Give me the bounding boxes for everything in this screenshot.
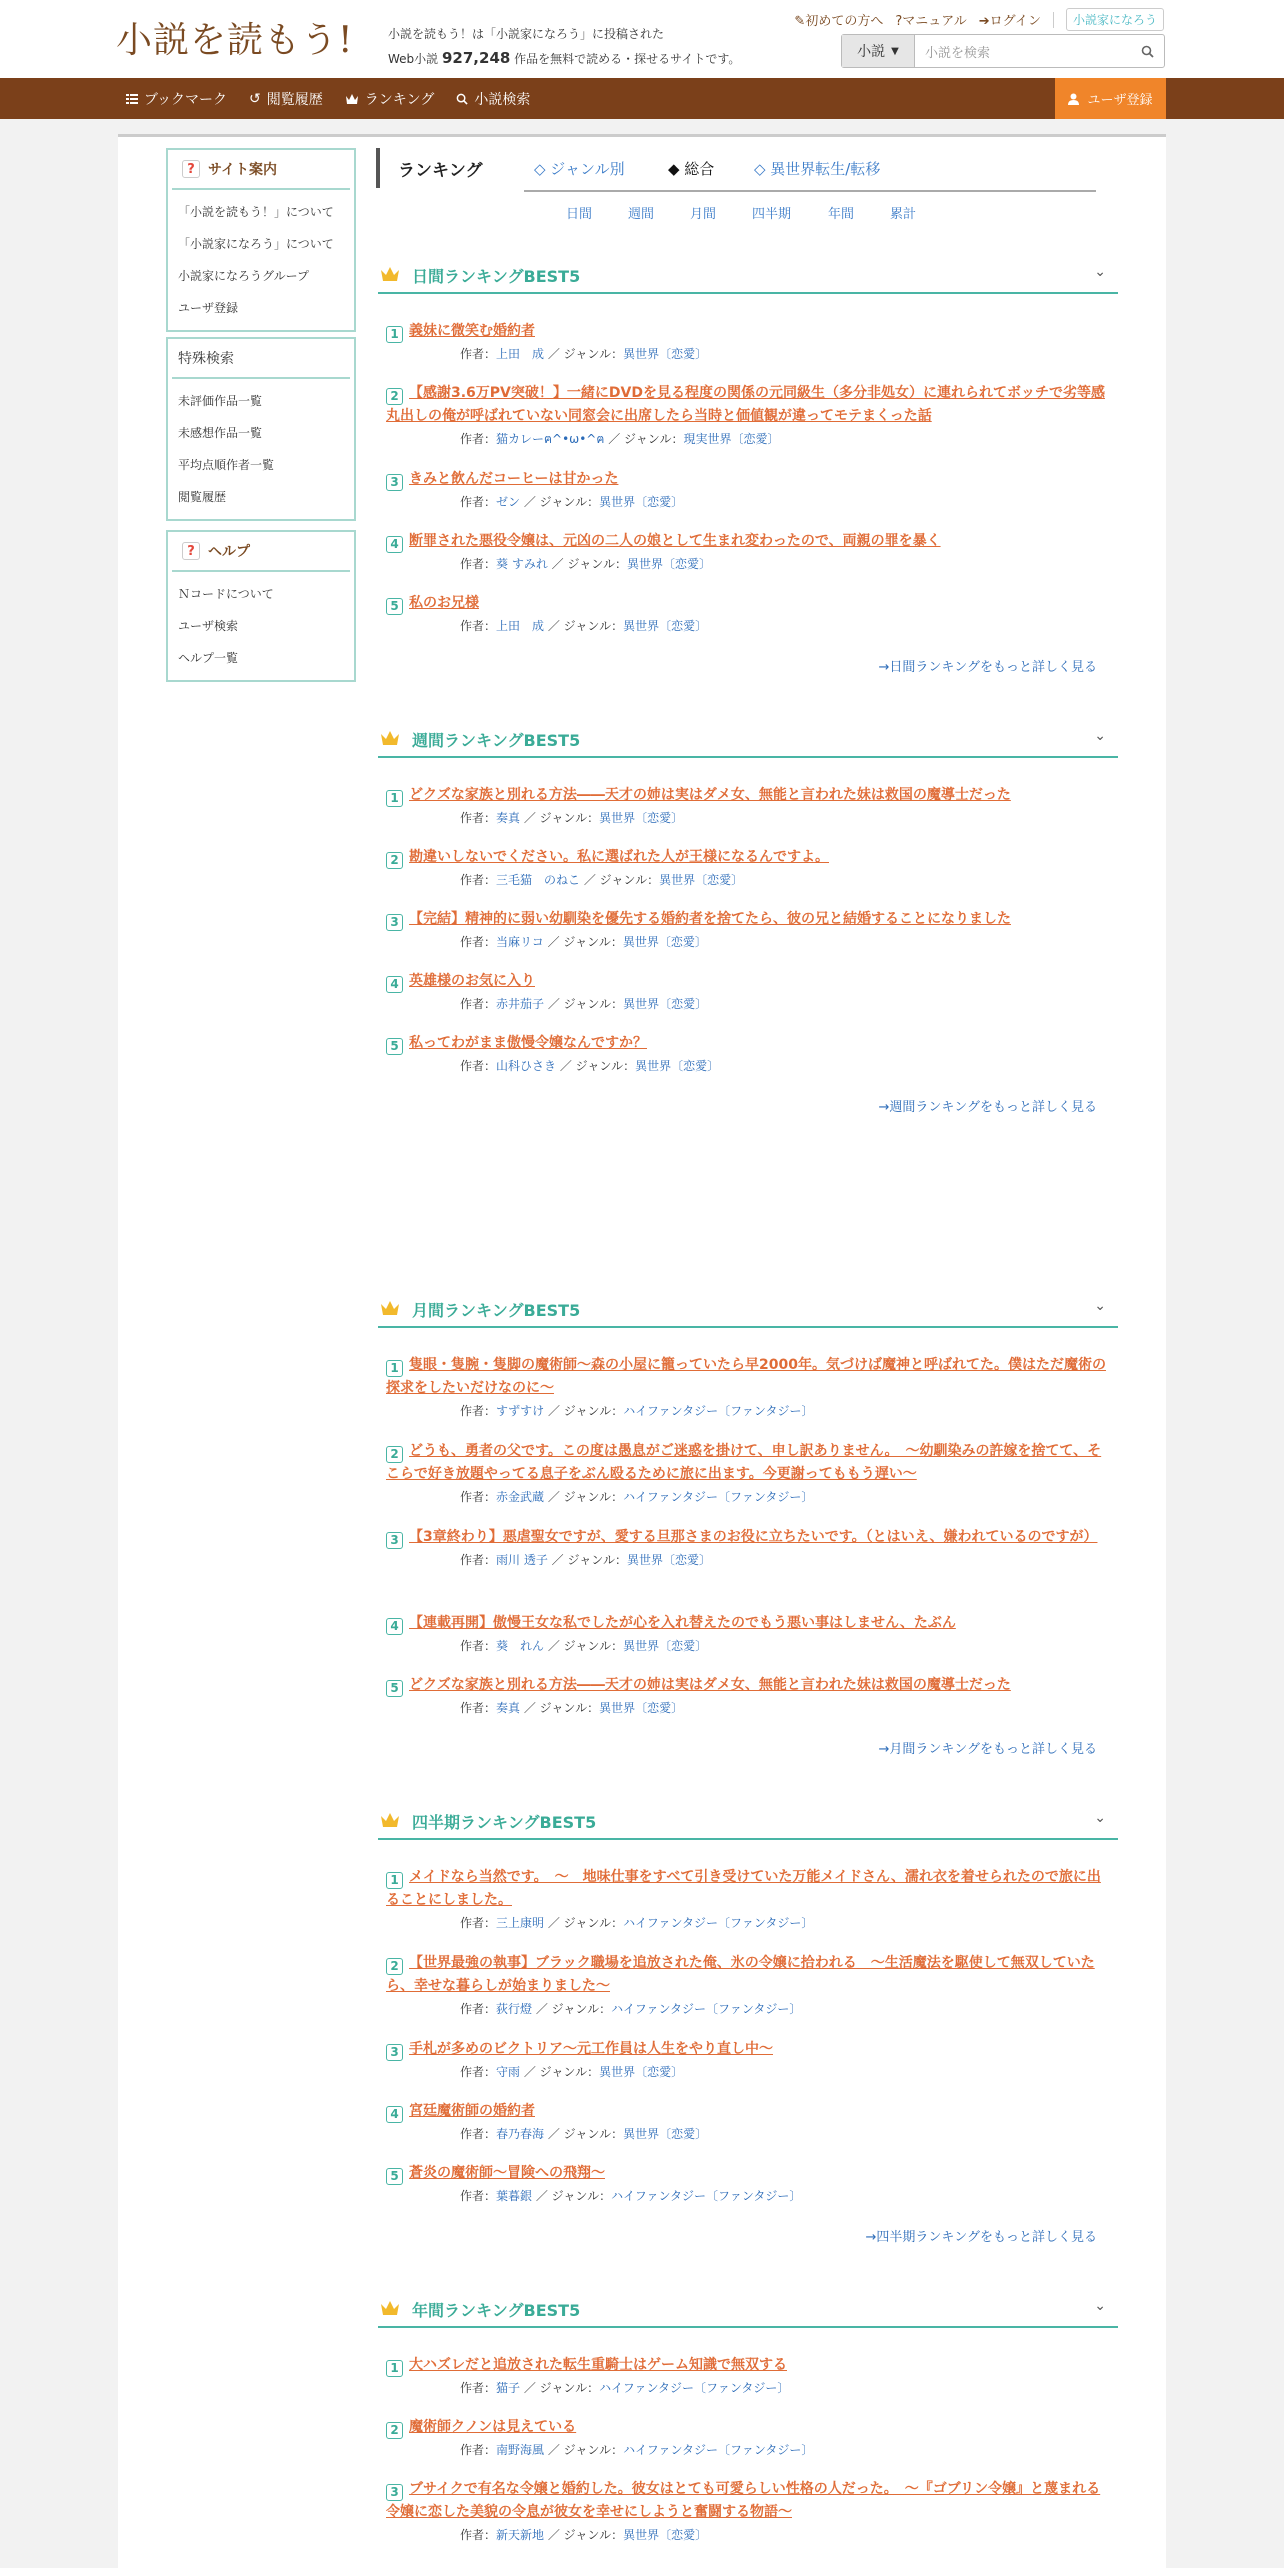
rank-badge: 5 — [386, 1038, 403, 1055]
genre-link[interactable]: 異世界〔恋愛〕 — [623, 347, 708, 361]
period-yearly[interactable]: 年間 — [828, 207, 855, 222]
author-label: 作者： — [460, 1639, 497, 1653]
chevron-down-icon[interactable]: ⌄ — [1094, 264, 1106, 280]
genre-link[interactable]: 異世界〔恋愛〕 — [623, 2528, 708, 2542]
genre-link[interactable]: 異世界〔恋愛〕 — [623, 619, 708, 633]
nav-history[interactable] — [249, 89, 323, 109]
genre-label: ／ ジャンル： — [547, 935, 623, 949]
ranking-entry — [386, 1440, 1108, 1506]
novel-title-link[interactable]: 勘違いしないでください。私に選ばれた人が王様になるんですよ。 — [409, 849, 829, 865]
author-label: 作者： — [460, 1916, 497, 1930]
nav-bookmark-label: ブックマーク — [144, 91, 228, 108]
tagline-line2 — [388, 46, 740, 71]
author-link[interactable]: 山科ひさき — [496, 1059, 557, 1073]
rank-badge: 4 — [386, 1618, 403, 1635]
author-label: 作者： — [460, 1490, 497, 1504]
search-icon — [1141, 45, 1154, 58]
site-tagline — [388, 22, 740, 71]
user-register-label: ユーザ登録 — [1087, 93, 1153, 108]
ranking-entry — [386, 1674, 1108, 1717]
novel-title-link[interactable]: 【3章終わり】悪虐聖女ですが、愛する旦那さまのお役に立ちたいです。（とはいえ、嫌われているのですが） — [409, 1529, 1098, 1545]
sidebar-guide-title — [172, 150, 350, 190]
narou-brand-link[interactable]: 小説家になろう — [1066, 8, 1164, 31]
rank-badge: 2 — [386, 852, 403, 869]
author-label: 作者： — [460, 2065, 497, 2079]
genre-label: ／ ジャンル： — [547, 619, 624, 633]
rank-badge: 3 — [386, 1532, 403, 1549]
novel-title-link[interactable]: 蒼炎の魔術師〜冒険への飛翔〜 — [409, 2165, 605, 2181]
author-label: 作者： — [460, 997, 497, 1011]
user-register-button[interactable] — [1055, 78, 1166, 119]
novel-title-link[interactable]: 【世界最強の執事】ブラック職場を追放された俺、氷の令嬢に拾われる ～生活魔法を駆使して無双していたら、幸せな暮らしが始まりました～ — [386, 1955, 1095, 1994]
author-label: 作者： — [460, 2002, 497, 2016]
genre-label: ／ ジャンル： — [547, 2528, 624, 2542]
rank-badge: 4 — [386, 536, 403, 553]
novel-title-link[interactable]: 私のお兄様 — [409, 595, 479, 611]
section-title: 日間ランキングBEST5 — [412, 267, 581, 286]
novel-title-link[interactable]: 【連載再開】傲慢王女な私でしたが心を入れ替えたのでもう悪い事はしません、たぶん — [409, 1615, 956, 1631]
section-weekly-header[interactable] — [378, 718, 1118, 758]
ranking-entry — [386, 382, 1108, 448]
more-daily-link[interactable]: →日間ランキングをもっと詳しく見る — [878, 660, 1097, 675]
nav-bookmark[interactable] — [126, 89, 227, 109]
author-label: 作者： — [460, 1701, 497, 1715]
genre-link[interactable]: ハイファンタジー〔ファンタジー〕 — [623, 1404, 814, 1418]
sidebar-help-label: ヘルプ — [208, 544, 250, 560]
ranking-heading: ランキング — [376, 148, 483, 188]
sidebar-item[interactable]: 平均点順作者一覧 — [178, 458, 275, 472]
author-link[interactable]: 葵 れん — [496, 1639, 545, 1653]
genre-link[interactable]: ハイファンタジー〔ファンタジー〕 — [599, 2381, 790, 2395]
more-quarterly-link[interactable]: →四半期ランキングをもっと詳しく見る — [865, 2230, 1097, 2245]
tagline-suffix: 作品を無料で読める・探せるサイトです。 — [514, 52, 741, 66]
search-input[interactable]: 小説を検索 — [925, 45, 991, 61]
author-label: 作者： — [460, 347, 497, 361]
author-link[interactable]: 奏真 — [496, 811, 521, 825]
beginner-link[interactable] — [794, 10, 883, 29]
nav-ranking[interactable] — [345, 89, 435, 109]
rank-badge: 4 — [386, 2106, 403, 2123]
ranking-entry — [386, 468, 1108, 511]
search-icon — [456, 93, 468, 105]
novel-title-link[interactable]: どクズな家族と別れる方法――天才の姉は実はダメ女、無能と言われた妹は救国の魔導士だった — [409, 1677, 1011, 1693]
top-links — [794, 8, 1164, 31]
genre-link[interactable]: ハイファンタジー〔ファンタジー〕 — [623, 1490, 814, 1504]
tabs-underline — [524, 190, 1096, 192]
ranking-entry — [386, 846, 1108, 889]
genre-link[interactable]: 異世界〔恋愛〕 — [659, 873, 744, 887]
manual-link[interactable] — [895, 10, 966, 29]
main-nav — [0, 78, 1284, 119]
genre-link[interactable]: ハイファンタジー〔ファンタジー〕 — [611, 2189, 802, 2203]
novel-title-link[interactable]: 義妹に微笑む婚約者 — [409, 323, 535, 339]
rank-badge: 5 — [386, 598, 403, 615]
novel-title-link[interactable]: 【感謝3.6万PV突破！】一緒にDVDを見る程度の関係の元同級生（多分非処女）に連れられてボッチで劣等感丸出しの俺が呼ばれていない同窓会に出席したら当時と価値観が違ってモテまくった話 — [386, 385, 1105, 424]
chevron-down-icon[interactable]: ⌄ — [1094, 2298, 1106, 2314]
more-weekly-link[interactable]: →週間ランキングをもっと詳しく見る — [878, 1100, 1097, 1115]
genre-label: ／ ジャンル： — [547, 1490, 624, 1504]
period-weekly[interactable]: 週間 — [628, 207, 655, 222]
nav-novel-search-label: 小説検索 — [474, 91, 531, 108]
genre-label: ／ ジャンル： — [547, 1404, 624, 1418]
rank-badge: 1 — [386, 790, 403, 807]
tagline-line1: 小説を読もう！は「小説家になろう」に投稿された — [388, 27, 665, 41]
rank-badge: 3 — [386, 474, 403, 491]
rank-badge: 4 — [386, 976, 403, 993]
period-daily[interactable]: 日間 — [566, 207, 593, 222]
login-link[interactable] — [979, 10, 1041, 29]
genre-link[interactable]: ハイファンタジー〔ファンタジー〕 — [623, 1916, 814, 1930]
genre-label: ／ ジャンル： — [551, 1553, 627, 1567]
genre-label: ／ ジャンル： — [551, 557, 627, 571]
ranking-entry — [386, 1612, 1108, 1655]
period-monthly[interactable]: 月間 — [690, 207, 717, 222]
novel-title-link[interactable]: 【完結】精神的に弱い幼馴染を優先する婚約者を捨てたら、彼の兄と結婚することになりました — [409, 911, 1011, 927]
ranking-entry — [386, 2038, 1108, 2081]
author-link[interactable]: 猫カレーฅ^•ω•^ฅ — [496, 432, 605, 446]
author-link[interactable]: 赤金武蔵 — [496, 1490, 545, 1504]
author-link[interactable]: ゼン — [496, 495, 521, 509]
genre-link[interactable]: 異世界〔恋愛〕 — [622, 935, 707, 949]
divider — [1053, 12, 1054, 28]
novel-title-link[interactable]: どクズな家族と別れる方法――天才の姉は実はダメ女、無能と言われた妹は救国の魔導士だった — [409, 787, 1011, 803]
author-label: 作者： — [460, 2381, 497, 2395]
site-header — [0, 0, 1284, 78]
novel-title-link[interactable]: 私ってわがまま傲慢令嬢なんですか？ — [409, 1035, 647, 1051]
ranking-entry — [386, 2100, 1108, 2143]
author-link[interactable]: 葵 すみれ — [496, 557, 548, 571]
user-icon — [1068, 93, 1079, 105]
novel-title-link[interactable]: メイドなら当然です。 ～ 地味仕事をすべて引き受けていた万能メイドさん、濡れ衣を着せられたので旅に出ることにしました。 — [386, 1869, 1101, 1908]
ranking-entry — [386, 2416, 1108, 2459]
manual-label: マニュアル — [902, 14, 967, 29]
genre-link[interactable]: 異世界〔恋愛〕 — [599, 495, 684, 509]
section-quarterly-header[interactable] — [378, 1800, 1118, 1840]
genre-label: ／ ジャンル： — [523, 2381, 600, 2395]
author-link[interactable]: 葉暮銀 — [496, 2189, 533, 2203]
book-icon: ✎ — [794, 14, 806, 29]
genre-label: ／ ジャンル： — [523, 811, 600, 825]
author-label: 作者： — [460, 2528, 497, 2542]
novel-title-link[interactable]: ブサイクで有名な令嬢と婚約した。彼女はとても可愛らしい性格の人だった。 ～『ゴブリン令嬢』と蔑まれる令嬢に恋した美貌の令息が彼女を幸せにしようと奮闘する物語～ — [386, 2481, 1101, 2520]
author-label: 作者： — [460, 2127, 497, 2141]
author-label: 作者： — [460, 811, 497, 825]
author-link[interactable]: 猫子 — [496, 2381, 521, 2395]
beginner-label: 初めての方へ — [805, 14, 884, 29]
ranking-entry — [386, 1866, 1108, 1932]
ranking-entry — [386, 1032, 1108, 1075]
author-link[interactable]: 雨川 透子 — [496, 1553, 548, 1567]
genre-link[interactable]: 異世界〔恋愛〕 — [635, 1059, 720, 1073]
search-category-select[interactable] — [842, 35, 915, 67]
sidebar-item[interactable]: 小説家になろうグループ — [178, 269, 310, 283]
ranking-entry — [386, 592, 1108, 635]
author-label: 作者： — [460, 619, 497, 633]
crown-icon — [345, 93, 359, 105]
author-link[interactable]: すずすけ — [496, 1404, 545, 1418]
sidebar-guide — [166, 148, 356, 332]
author-link[interactable]: 上田 成 — [496, 619, 545, 633]
section-monthly-header[interactable] — [378, 1288, 1118, 1328]
sidebar-special-search — [166, 337, 356, 521]
author-link[interactable]: 新天新地 — [496, 2528, 545, 2542]
chevron-down-icon[interactable]: ⌄ — [1094, 1298, 1106, 1314]
genre-link[interactable]: ハイファンタジー〔ファンタジー〕 — [611, 2002, 802, 2016]
more-monthly-link[interactable]: →月間ランキングをもっと詳しく見る — [878, 1742, 1097, 1757]
ranking-entry — [386, 1952, 1108, 2018]
list-icon — [126, 93, 138, 105]
author-label: 作者： — [460, 873, 497, 887]
section-title: 年間ランキングBEST5 — [412, 2301, 581, 2320]
genre-label: ／ ジャンル： — [583, 873, 660, 887]
author-link[interactable]: 奏真 — [496, 1701, 521, 1715]
history-icon: ↺ — [249, 90, 261, 107]
crown-icon — [380, 2300, 400, 2316]
genre-label: ／ ジャンル： — [523, 2065, 600, 2079]
period-total[interactable]: 累計 — [890, 207, 917, 222]
login-icon: ➔ — [978, 14, 990, 29]
author-link[interactable]: 三毛猫 のねこ — [496, 873, 581, 887]
author-link[interactable]: 当麻リコ — [496, 935, 544, 949]
ranking-entry — [386, 908, 1108, 951]
rank-badge: 2 — [386, 1446, 403, 1463]
rank-badge: 5 — [386, 1680, 403, 1697]
author-link[interactable]: 三上康明 — [496, 1916, 545, 1930]
novel-title-link[interactable]: 魔術師クノンは見えている — [409, 2419, 577, 2435]
genre-link[interactable]: 異世界〔恋愛〕 — [623, 2127, 708, 2141]
novel-title-link[interactable]: 英雄様のお気に入り — [409, 973, 535, 989]
section-title: 四半期ランキングBEST5 — [412, 1813, 597, 1832]
novel-title-link[interactable]: 大ハズレだと追放された転生重騎士はゲーム知識で無双する — [409, 2357, 787, 2373]
ranking-tabs — [376, 148, 1096, 192]
search-box — [841, 34, 1165, 68]
ranking-entry — [386, 2162, 1108, 2205]
question-icon: ? — [182, 542, 200, 560]
author-link[interactable]: 赤井茄子 — [496, 997, 545, 1011]
chevron-down-icon: ▼ — [891, 45, 899, 57]
author-label: 作者： — [460, 2443, 497, 2457]
genre-link[interactable]: 異世界〔恋愛〕 — [626, 557, 711, 571]
novel-title-link[interactable]: きみと飲んだコーヒーは甘かった — [409, 471, 619, 487]
author-link[interactable]: 守雨 — [496, 2065, 521, 2079]
author-label: 作者： — [460, 432, 497, 446]
sidebar-item[interactable]: 「小説を読もう！」について — [178, 205, 334, 219]
genre-link[interactable]: 異世界〔恋愛〕 — [599, 2065, 684, 2079]
ranking-entry — [386, 2478, 1108, 2544]
author-link[interactable]: 南野海風 — [496, 2443, 545, 2457]
novel-title-link[interactable]: 宮廷魔術師の婚約者 — [409, 2103, 535, 2119]
author-link[interactable]: 春乃春海 — [496, 2127, 545, 2141]
sidebar-item[interactable]: ヘルプ一覧 — [178, 651, 239, 665]
nav-novel-search[interactable] — [456, 89, 530, 109]
sidebar-guide-label: サイト案内 — [208, 162, 278, 178]
ranking-entry — [386, 320, 1108, 363]
sidebar-item[interactable]: 未評価作品一覧 — [178, 394, 263, 408]
rank-badge: 2 — [386, 1958, 403, 1975]
login-label: ログイン — [989, 14, 1041, 29]
crown-icon — [380, 1300, 400, 1316]
tab-isekai[interactable]: ◇ 異世界転生/転移 — [754, 160, 881, 178]
sidebar-item[interactable]: 未感想作品一覧 — [178, 426, 263, 440]
author-link[interactable]: 荻行燈 — [496, 2002, 533, 2016]
sidebar-item[interactable]: 「小説家になろう」について — [178, 237, 334, 251]
ranking-entry — [386, 970, 1108, 1013]
ranking-entry — [386, 530, 1108, 573]
novel-title-link[interactable]: 隻眼・隻腕・隻脚の魔術師～森の小屋に籠っていたら早2000年。気づけば魔神と呼ばれてた。僕はただ魔術の探求をしたいだけなのに～ — [386, 1357, 1106, 1396]
section-title: 週間ランキングBEST5 — [412, 731, 581, 750]
genre-label: ／ ジャンル： — [535, 2189, 612, 2203]
sidebar-special-title: 特殊検索 — [172, 339, 350, 379]
genre-link[interactable]: 異世界〔恋愛〕 — [623, 997, 708, 1011]
sidebar-item[interactable]: Ｎコードについて — [178, 587, 274, 601]
rank-badge: 2 — [386, 2422, 403, 2439]
search-button[interactable] — [1130, 35, 1164, 67]
sidebar-item[interactable]: ユーザ検索 — [178, 619, 239, 633]
author-label: 作者： — [460, 495, 497, 509]
novel-title-link[interactable]: 手札が多めのビクトリア〜元工作員は人生をやり直し中〜 — [409, 2041, 773, 2057]
crown-icon — [380, 266, 400, 282]
genre-link[interactable]: 異世界〔恋愛〕 — [599, 811, 684, 825]
rank-badge: 3 — [386, 2044, 403, 2061]
genre-label: ／ ジャンル： — [523, 495, 600, 509]
author-label: 作者： — [460, 2189, 497, 2203]
novel-title-link[interactable]: 断罪された悪役令嬢は、元凶の二人の娘として生まれ変わったので、両親の罪を暴く — [409, 533, 941, 549]
rank-badge: 1 — [386, 1360, 403, 1377]
ranking-entry — [386, 784, 1108, 827]
author-label: 作者： — [460, 1553, 497, 1567]
sidebar-help — [166, 530, 356, 682]
genre-label: ／ ジャンル： — [535, 2002, 612, 2016]
section-title: 月間ランキングBEST5 — [412, 1301, 581, 1320]
tab-overall[interactable]: ◆ 総合 — [668, 160, 715, 178]
genre-label: ／ ジャンル： — [547, 997, 624, 1011]
rank-badge: 5 — [386, 2168, 403, 2185]
genre-label: ／ ジャンル： — [523, 1701, 600, 1715]
ranking-entry — [386, 2354, 1108, 2397]
crown-icon — [380, 730, 400, 746]
genre-link[interactable]: ハイファンタジー〔ファンタジー〕 — [623, 2443, 814, 2457]
genre-label: ／ ジャンル： — [559, 1059, 636, 1073]
author-label: 作者： — [460, 1059, 497, 1073]
genre-link[interactable]: 異世界〔恋愛〕 — [623, 1639, 708, 1653]
chevron-down-icon[interactable]: ⌄ — [1094, 728, 1106, 744]
novel-title-link[interactable]: どうも、勇者の父です。この度は愚息がご迷惑を掛けて、申し訳ありません。 ～幼馴染みの許嫁を捨てて、そこらで好き放題やってる息子をぶん殴るために旅に出ます。今更謝ってももう遅い～ — [386, 1443, 1102, 1482]
search-category-value: 小説 — [857, 44, 886, 60]
rank-badge: 1 — [386, 2360, 403, 2377]
tagline-prefix: Web小説 — [388, 52, 439, 66]
genre-label: ／ ジャンル： — [547, 1916, 624, 1930]
ranking-entry — [386, 1354, 1108, 1420]
section-daily-header[interactable] — [378, 254, 1118, 294]
genre-link[interactable]: 異世界〔恋愛〕 — [626, 1553, 711, 1567]
period-links — [566, 203, 930, 222]
chevron-down-icon[interactable]: ⌄ — [1094, 1810, 1106, 1826]
rank-badge: 2 — [386, 388, 403, 405]
sidebar-item[interactable]: ユーザ登録 — [178, 301, 239, 315]
ranking-entry — [386, 1526, 1108, 1569]
period-quarterly[interactable]: 四半期 — [752, 207, 792, 222]
rank-badge: 1 — [386, 326, 403, 343]
sidebar-help-title — [172, 532, 350, 572]
section-yearly-header[interactable] — [378, 2288, 1118, 2328]
sidebar-item[interactable]: 閲覧履歴 — [178, 490, 227, 504]
genre-link[interactable]: 現実世界〔恋愛〕 — [683, 432, 780, 446]
work-count: 927,248 — [442, 49, 511, 67]
site-logo[interactable]: 小説を読もう! — [116, 20, 354, 61]
help-circle-icon: ? — [895, 14, 903, 29]
genre-label: ／ ジャンル： — [547, 347, 624, 361]
rank-badge: 3 — [386, 2484, 403, 2501]
genre-label: ／ ジャンル： — [608, 432, 684, 446]
nav-history-label: 閲覧履歴 — [266, 91, 323, 108]
nav-ranking-label: ランキング — [364, 91, 435, 108]
author-label: 作者： — [460, 935, 497, 949]
genre-link[interactable]: 異世界〔恋愛〕 — [599, 1701, 684, 1715]
author-link[interactable]: 上田 成 — [496, 347, 545, 361]
genre-label: ／ ジャンル： — [547, 1639, 624, 1653]
genre-label: ／ ジャンル： — [547, 2127, 624, 2141]
genre-label: ／ ジャンル： — [547, 2443, 624, 2457]
crown-icon — [380, 1812, 400, 1828]
rank-badge: 3 — [386, 914, 403, 931]
tab-genre[interactable]: ◇ ジャンル別 — [534, 160, 625, 178]
author-label: 作者： — [460, 1404, 497, 1418]
author-label: 作者： — [460, 557, 497, 571]
question-icon: ? — [182, 160, 200, 178]
rank-badge: 1 — [386, 1872, 403, 1889]
